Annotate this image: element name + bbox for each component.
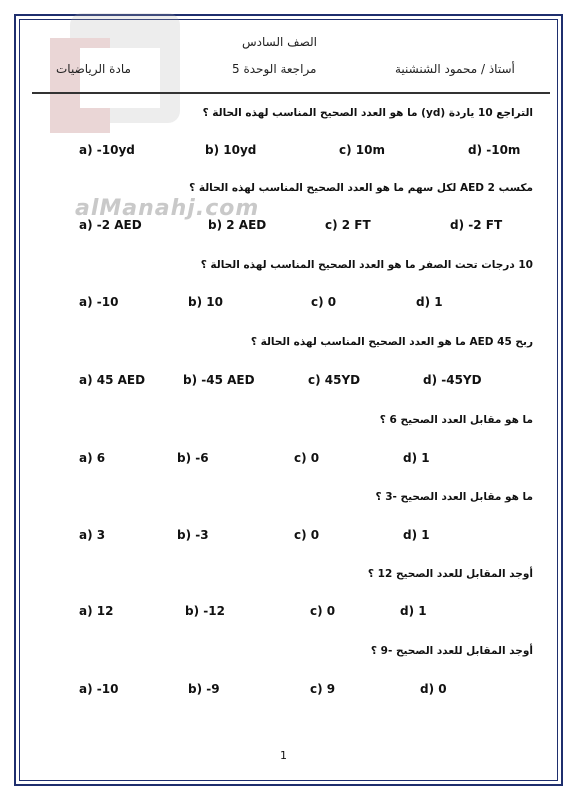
q5-option-b[interactable]: b) -6 [177,451,209,465]
q3-option-b[interactable]: b) 10 [188,295,223,309]
question-3: 10 درجات تحت الصفر ما هو العدد الصحيح المناسب لهذه الحالة ؟ [200,259,533,271]
q6-option-d[interactable]: d) 1 [403,528,430,542]
subject-label: مادة الرياضيات [56,62,131,76]
q8-option-a[interactable]: a) -10 [79,682,119,696]
q5-option-c[interactable]: c) 0 [294,451,320,465]
question-6: ما هو مقابل العدد الصحيح -3 ؟ [375,491,533,503]
question-7: أوجد المقابل للعدد الصحيح 12 ؟ [367,568,533,580]
q8-option-c[interactable]: c) 9 [310,682,336,696]
q2-option-d[interactable]: d) -2 FT [450,218,503,232]
q6-option-c[interactable]: c) 0 [294,528,320,542]
watermark-text: alManahj.com [75,196,260,221]
question-2: مكسب AED 2 لكل سهم ما هو العدد الصحيح المناسب لهذه الحالة ؟ [189,182,533,194]
q2-option-b[interactable]: b) 2 AED [208,218,267,232]
q7-option-d[interactable]: d) 1 [400,604,427,618]
question-1: التراجع 10 ياردة (yd) ما هو العدد الصحيح المناسب لهذه الحالة ؟ [202,107,533,119]
q1-option-c[interactable]: c) 10m [339,143,385,157]
q1-option-b[interactable]: b) 10yd [205,143,257,157]
q7-option-c[interactable]: c) 0 [310,604,336,618]
header-divider [32,92,550,94]
q4-option-a[interactable]: a) 45 AED [79,373,146,387]
q4-option-c[interactable]: c) 45YD [308,373,361,387]
q3-option-c[interactable]: c) 0 [311,295,337,309]
q4-option-b[interactable]: b) -45 AED [183,373,255,387]
question-5: ما هو مقابل العدد الصحيح 6 ؟ [379,414,533,426]
question-8: أوجد المقابل للعدد الصحيح -9 ؟ [370,645,533,657]
q8-option-b[interactable]: b) -9 [188,682,220,696]
q3-option-a[interactable]: a) -10 [79,295,119,309]
q7-option-b[interactable]: b) -12 [185,604,225,618]
q4-option-d[interactable]: d) -45YD [423,373,482,387]
review-label: مراجعة الوحدة 5 [232,62,317,76]
q1-option-a[interactable]: a) -10yd [79,143,135,157]
page-number: 1 [280,749,287,762]
q1-option-d[interactable]: d) -10m [468,143,521,157]
q6-option-b[interactable]: b) -3 [177,528,209,542]
grade-label: الصف السادس [242,35,317,49]
teacher-label: أستاذ / محمود الشنشنية [395,62,515,76]
q2-option-a[interactable]: a) -2 AED [79,218,142,232]
question-4: ربح AED 45 ما هو العدد الصحيح المناسب لهذه الحالة ؟ [250,336,533,348]
q6-option-a[interactable]: a) 3 [79,528,106,542]
q2-option-c[interactable]: c) 2 FT [325,218,371,232]
q3-option-d[interactable]: d) 1 [416,295,443,309]
q7-option-a[interactable]: a) 12 [79,604,114,618]
q5-option-d[interactable]: d) 1 [403,451,430,465]
q5-option-a[interactable]: a) 6 [79,451,106,465]
q8-option-d[interactable]: d) 0 [420,682,447,696]
